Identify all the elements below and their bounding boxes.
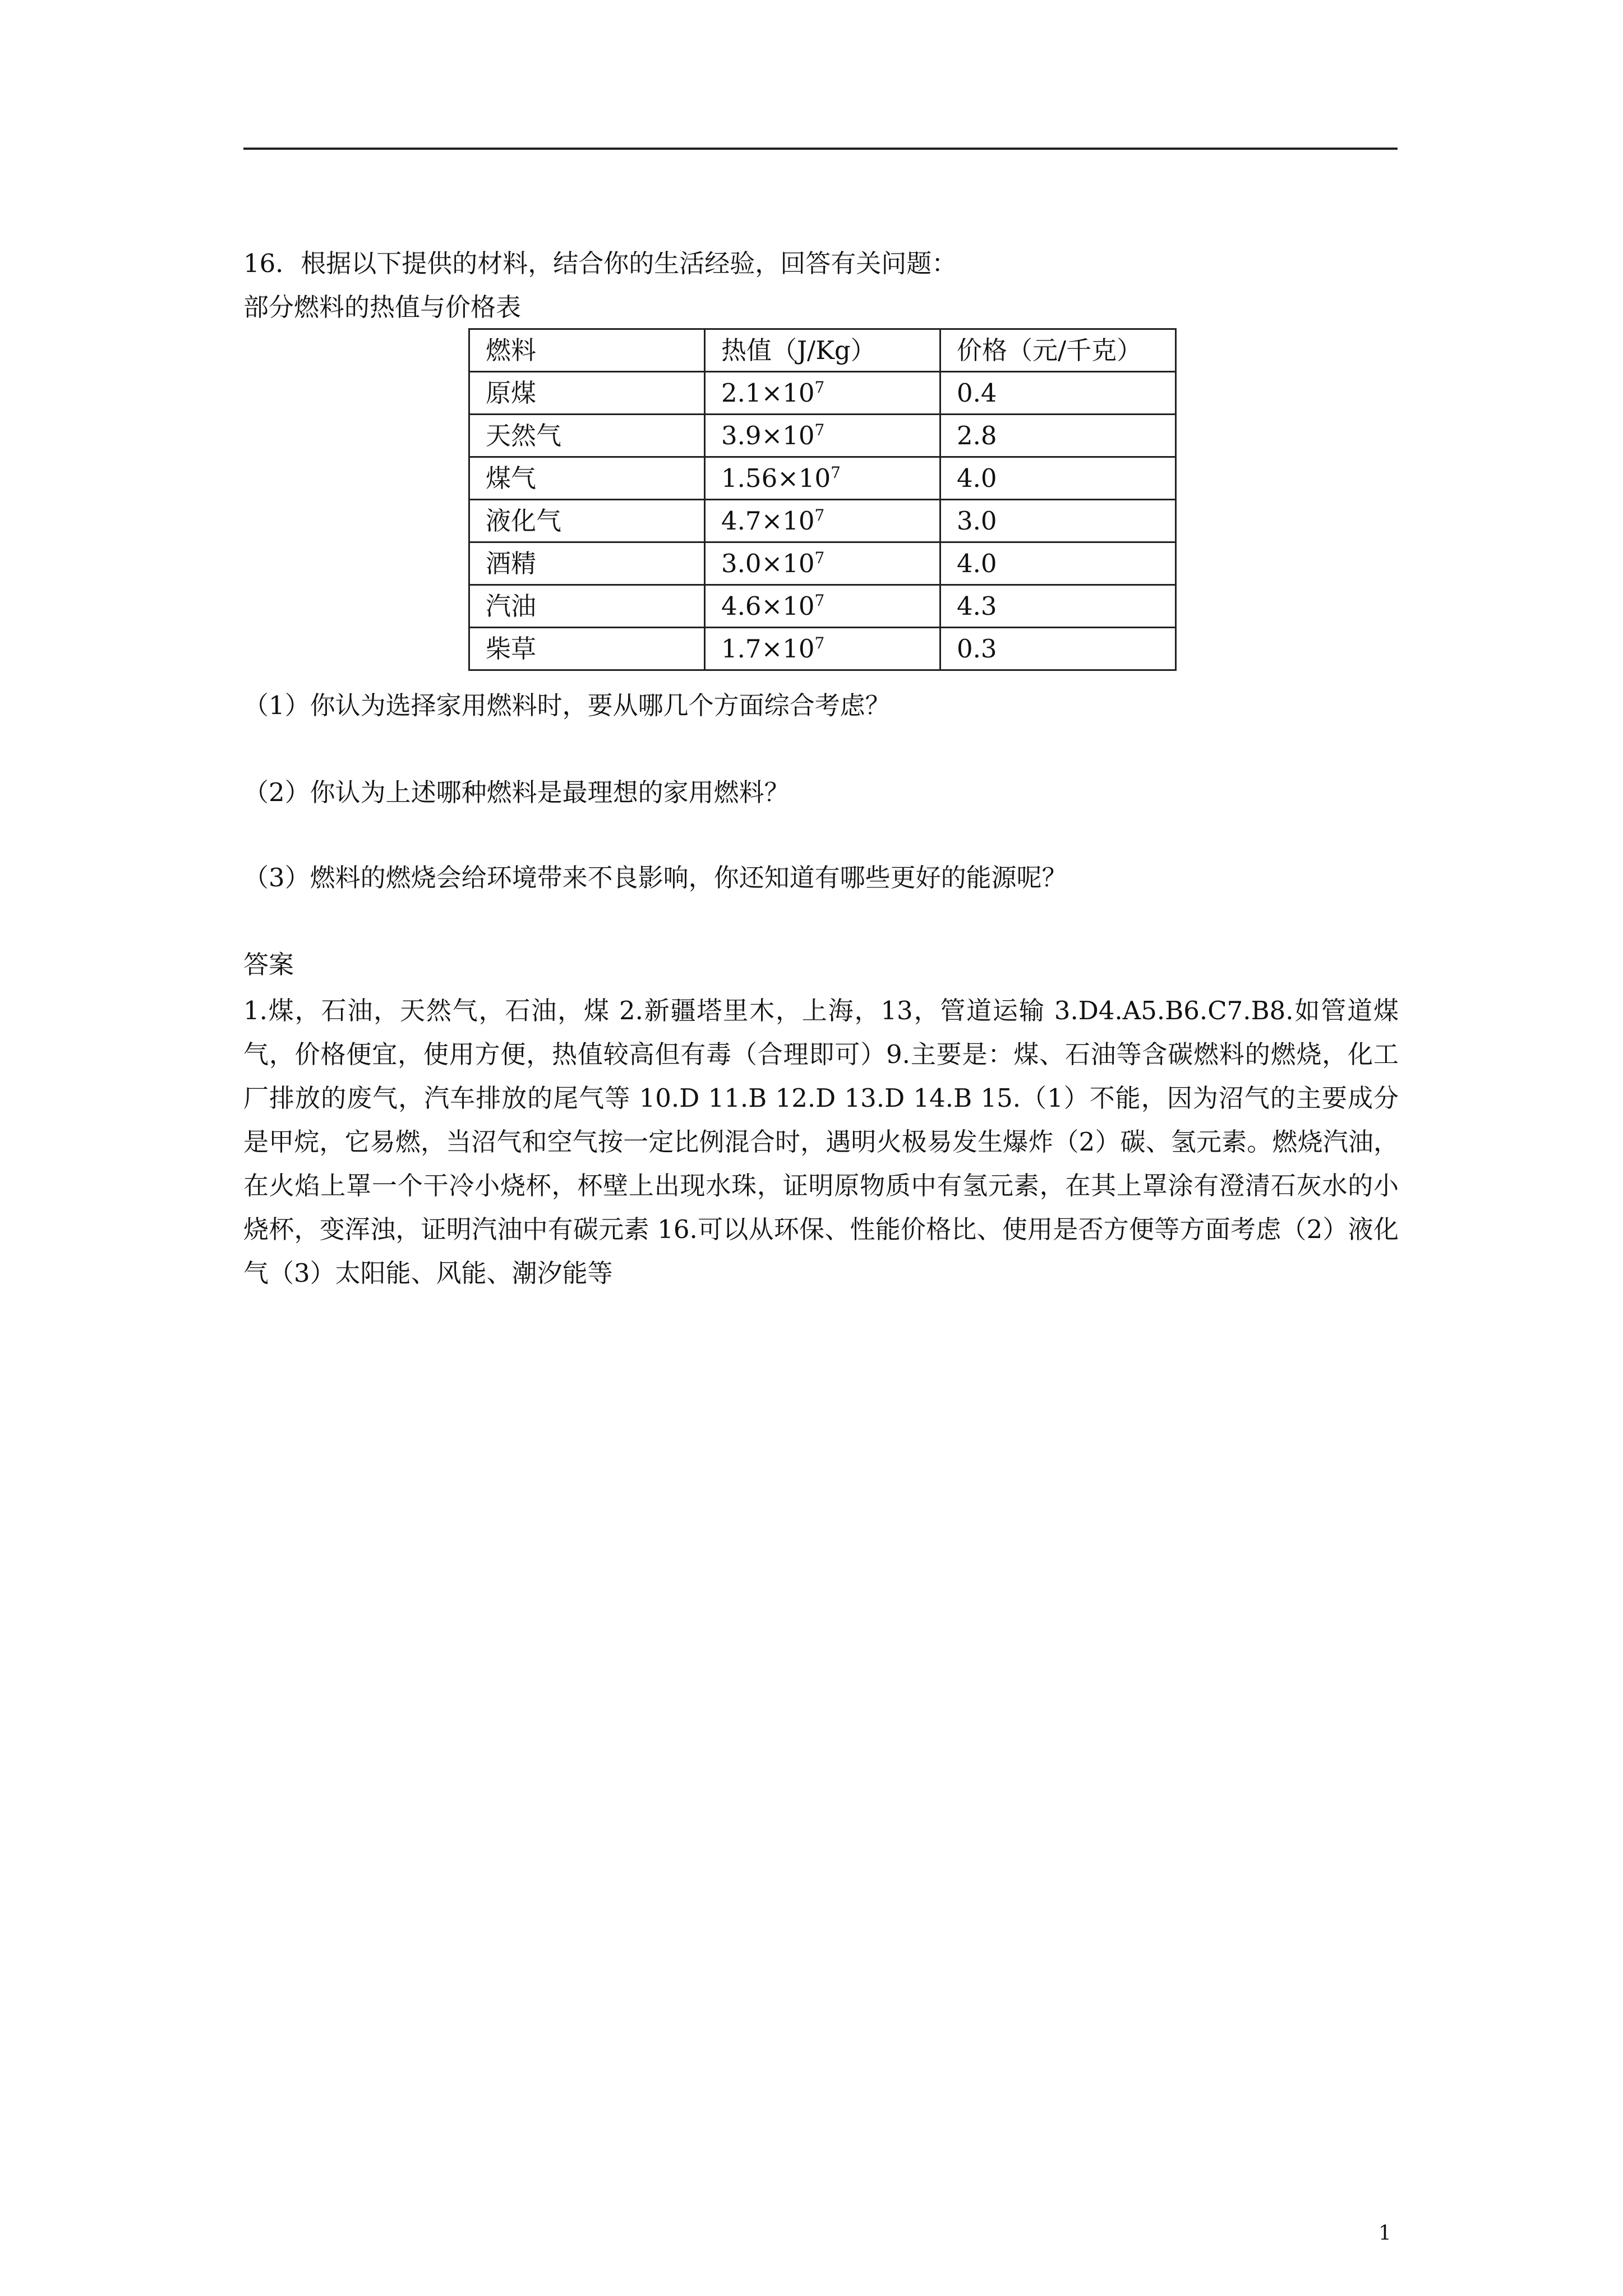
price-value: 3.0 (940, 500, 1176, 542)
fuel-name: 煤气 (469, 457, 705, 500)
heat-value (705, 542, 940, 585)
fuel-name: 汽油 (469, 585, 705, 628)
heat-value (705, 457, 940, 500)
heat-value (705, 500, 940, 542)
fuel-name: 柴草 (469, 628, 705, 670)
heat-exponent: 7 (814, 591, 825, 610)
heat-mantissa: 3.0×10 (721, 549, 815, 578)
heat-mantissa: 1.7×10 (721, 634, 815, 664)
heat-mantissa: 1.56×10 (721, 463, 831, 493)
fuel-name: 天然气 (469, 415, 705, 457)
price-value: 4.3 (940, 585, 1176, 628)
header-fuel: 燃料 (469, 329, 705, 372)
fuel-price-table (468, 328, 1177, 671)
heat-value (705, 415, 940, 457)
table-row (469, 628, 1176, 670)
header-heat-value: 热值（J/Kg） (705, 329, 940, 372)
heat-exponent: 7 (814, 421, 825, 439)
price-value: 4.0 (940, 542, 1176, 585)
heat-exponent: 7 (814, 634, 825, 652)
heat-value (705, 372, 940, 415)
header-rule (243, 148, 1398, 150)
price-value: 2.8 (940, 415, 1176, 457)
heat-mantissa: 2.1×10 (721, 378, 815, 408)
price-value: 0.3 (940, 628, 1176, 670)
fuel-name: 液化气 (469, 500, 705, 542)
answer-body: 1.煤，石油，天然气，石油，煤 2.新疆塔里木，上海，13，管道运输 3.D4.A5.B6.C7.B8.如管道煤气，价格便宜，使用方便，热值较高但有毒（合理即可）9.主要是：煤、石油等含碳燃料的燃烧，化工厂排放的废气，汽车排放的尾气等 10.D 11.B 12.D 13.D 14.B 15.（1）不能，因为沼气的主要成分是甲烷，它易燃，当沼气和空气按一定比例混合时，遇明火极易发生爆炸（2）碳、氢元素。燃烧汽油，在火焰上罩一个干冷小烧杯，杯壁上出现水珠，证明原物质中有氢元素，在其上罩涂有澄清石灰水的小烧杯，变浑浊，证明汽油中有碳元素 16.可以从环保、性能价格比、使用是否方便等方面考虑（2）液化气（3）太阳能、风能、潮汐能等 (243, 996, 1399, 1288)
price-value: 4.0 (940, 457, 1176, 500)
header-price: 价格（元/千克） (940, 329, 1176, 372)
heat-exponent: 7 (814, 549, 825, 567)
fuel-name: 原煤 (469, 372, 705, 415)
heat-mantissa: 4.7×10 (721, 506, 815, 536)
table-row (469, 415, 1176, 457)
heat-mantissa: 4.6×10 (721, 591, 815, 621)
heat-exponent: 7 (831, 463, 841, 482)
answer-heading: 答案 (243, 950, 294, 979)
price-value: 0.4 (940, 372, 1176, 415)
heat-exponent: 7 (814, 506, 825, 524)
subquestion-2: （2）你认为上述哪种燃料是最理想的家用燃料？ (243, 777, 790, 807)
table-row (469, 542, 1176, 585)
heat-mantissa: 3.9×10 (721, 421, 815, 450)
table-header-row (469, 329, 1176, 372)
subquestion-3: （3）燃料的燃烧会给环境带来不良影响，你还知道有哪些更好的能源呢？ (243, 863, 1067, 892)
table-row (469, 585, 1176, 628)
table-row (469, 457, 1176, 500)
heat-exponent: 7 (814, 378, 825, 397)
table-row (469, 500, 1176, 542)
table-caption: 部分燃料的热值与价格表 (243, 292, 522, 322)
heat-value (705, 585, 940, 628)
subquestion-1: （1）你认为选择家用燃料时，要从哪几个方面综合考虑？ (243, 691, 891, 720)
page-number: 1 (1378, 2222, 1391, 2245)
heat-value (705, 628, 940, 670)
table-row (469, 372, 1176, 415)
fuel-name: 酒精 (469, 542, 705, 585)
question-title: 16．根据以下提供的材料，结合你的生活经验，回答有关问题： (243, 249, 957, 278)
